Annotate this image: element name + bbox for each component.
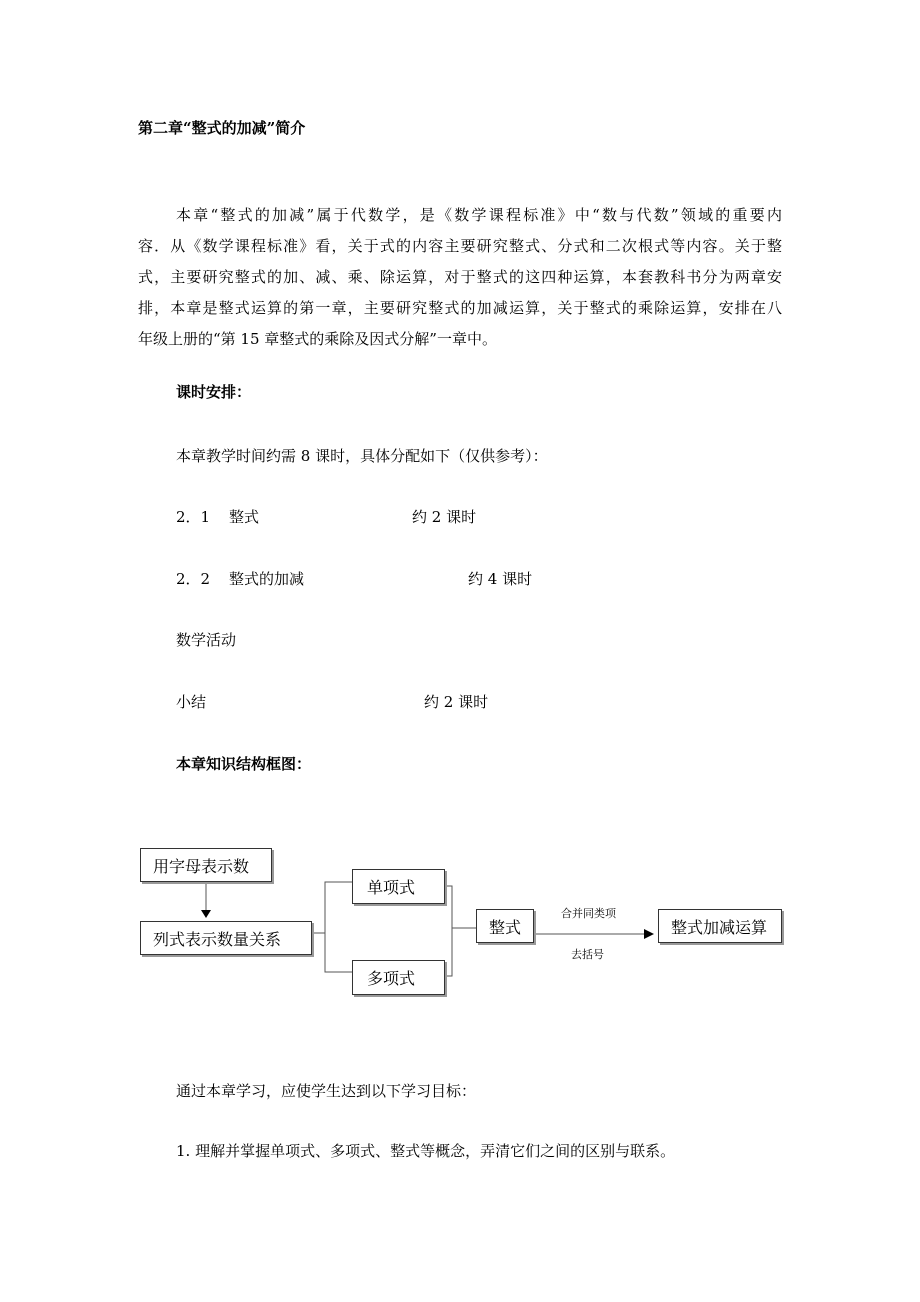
arrowhead-icon [201,910,211,918]
schedule-name: 数学活动 [176,631,237,649]
schedule-num: 2．2 [176,570,211,588]
goal-item: 1. 理解并掌握单项式、多项式、整式等概念，弄清它们之间的区别与联系。 [176,1142,676,1160]
schedule-heading: 课时安排： [176,383,252,401]
arrow-label-bottom: 去括号 [571,948,604,961]
box-monomial: 单项式 [352,869,445,904]
intro-line: 年级上册的“第 15 章整式的乘除及因式分解”一章中。 [138,330,497,348]
schedule-hours: 约 2 课时 [424,693,489,711]
box-letters: 用字母表示数 [140,848,272,882]
box-polynomial: 多项式 [352,960,445,995]
goals-intro: 通过本章学习，应使学生达到以下学习目标： [176,1082,477,1100]
schedule-name: 小结 [176,693,207,711]
schedule-intro: 本章教学时间约需 8 课时，具体分配如下（仅供参考）： [176,447,548,465]
box-operation: 整式加减运算 [658,909,782,943]
arrowhead-icon [644,929,654,939]
chapter-title: 第二章“整式的加减”简介 [138,119,306,137]
box-integral: 整式 [476,909,534,943]
arrow-label-top: 合并同类项 [561,907,616,920]
schedule-name: 整式的加减 [229,570,305,588]
schedule-name: 整式 [229,508,260,526]
schedule-hours: 约 4 课时 [468,570,533,588]
diagram-heading: 本章知识结构框图： [176,755,312,773]
intro-line: 排，本章是整式运算的第一章，主要研究整式的加减运算，关于整式的乘除运算，安排在八 [138,299,782,317]
schedule-num: 2．1 [176,508,211,526]
box-expressions: 列式表示数量关系 [140,921,312,955]
schedule-hours: 约 2 课时 [412,508,477,526]
intro-line: 容．从《数学课程标准》看，关于式的内容主要研究整式、分式和二次根式等内容。关于整 [138,237,782,255]
intro-line: 本章“整式的加减”属于代数学，是《数学课程标准》中“数与代数”领域的重要内 [176,206,782,224]
intro-line: 式，主要研究整式的加、减、乘、除运算，对于整式的这四种运算，本套教科书分为两章安 [138,268,782,286]
